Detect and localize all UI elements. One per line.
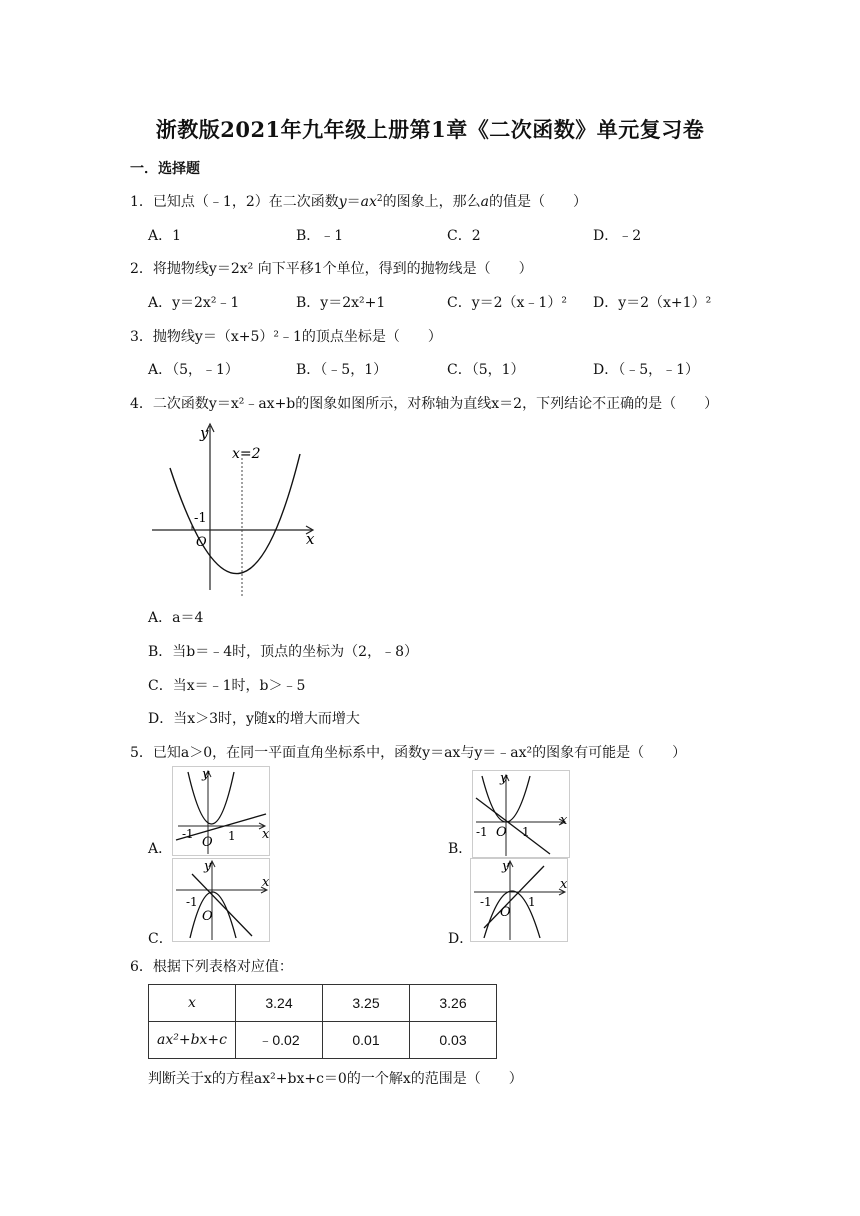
q4-option-b: B．当b＝﹣4时，顶点的坐标为（2，﹣8） xyxy=(148,644,418,660)
q1-option-a: A．1 xyxy=(148,228,182,244)
q4-option-d: D．当x＞3时，y随x的增大而增大 xyxy=(148,711,360,727)
origin-label: O xyxy=(496,825,507,840)
question-stem-part: 的值是（ ） xyxy=(489,194,588,210)
section-heading: 一．选择题 xyxy=(130,161,200,177)
minus-one-label: -1 xyxy=(194,511,207,526)
question-stem: 将抛物线y＝2x² 向下平移1个单位，得到的抛物线是（ ） xyxy=(152,261,533,277)
q5-option-c-label: C． xyxy=(148,931,173,947)
origin-label: O xyxy=(202,909,213,924)
question-stem: 根据下列表格对应值： xyxy=(152,959,293,975)
question-stem: 已知a＞0，在同一平面直角坐标系中，函数y＝ax与y＝﹣ax²的图象有可能是（ ） xyxy=(152,745,687,761)
question-number: 6． xyxy=(130,959,153,975)
q1-option-d: D．﹣2 xyxy=(593,228,642,244)
question-3 xyxy=(130,328,442,346)
question-4 xyxy=(130,395,718,413)
math-exponent: 2 xyxy=(376,194,383,204)
x-axis-label: x xyxy=(560,813,568,828)
y-axis-label: y xyxy=(500,771,508,786)
table-cell: 0.01 xyxy=(323,1022,410,1059)
q4-option-c: C．当x＝﹣1时，b＞﹣5 xyxy=(148,678,306,694)
question-stem-part: 已知点（﹣1，2）在二次函数 xyxy=(152,194,339,210)
y-axis-label: y xyxy=(502,859,510,874)
minus-one-label: -1 xyxy=(186,895,198,909)
question-number: 2． xyxy=(130,261,153,277)
table-row xyxy=(149,985,497,1022)
q4-option-a: A．a＝4 xyxy=(148,610,204,626)
q3-option-b: B．（﹣5，1） xyxy=(296,362,388,378)
q5-option-b-graph xyxy=(472,770,572,858)
q3-option-c: C．（5，1） xyxy=(447,362,525,378)
question-6 xyxy=(130,958,293,976)
one-label: 1 xyxy=(228,829,236,843)
question-number: 1． xyxy=(130,194,153,210)
table-cell: 0.03 xyxy=(410,1022,497,1059)
math-var: ax xyxy=(360,194,377,210)
question-number: 3． xyxy=(130,329,153,345)
minus-one-label: -1 xyxy=(182,827,194,841)
question-5 xyxy=(130,744,686,762)
y-axis-label: y xyxy=(202,767,210,782)
math-op: ＝ xyxy=(346,194,361,210)
question-number: 4． xyxy=(130,396,153,412)
q6-follow-up: 判断关于x的方程ax²+bx+c＝0的一个解x的范围是（ ） xyxy=(148,1071,523,1087)
one-label: 1 xyxy=(522,825,530,839)
symmetry-axis-label: x=2 xyxy=(232,446,261,462)
q2-option-b: B．y＝2x²+1 xyxy=(296,295,386,311)
origin-label: O xyxy=(202,835,213,850)
question-stem: 二次函数y＝x²﹣ax+b的图象如图所示，对称轴为直线x＝2，下列结论不正确的是（ ） xyxy=(152,396,719,412)
table-row xyxy=(149,1022,497,1059)
parabola-curve xyxy=(188,772,234,824)
math-var: y xyxy=(338,194,347,210)
q3-option-d: D．（﹣5，﹣1） xyxy=(593,362,700,378)
q5-option-d-label: D． xyxy=(448,931,474,947)
x-axis-label: x xyxy=(262,875,270,890)
table-cell xyxy=(149,985,236,1022)
table-cell: 3.26 xyxy=(410,985,497,1022)
cell-text: ax²+bx+c xyxy=(156,1032,227,1048)
table-cell xyxy=(149,1022,236,1059)
q3-option-a: A．（5，﹣1） xyxy=(148,362,239,378)
q5-option-c-graph xyxy=(172,858,272,942)
cell-text: x xyxy=(188,995,196,1011)
parabola-curve xyxy=(170,454,300,574)
q2-option-c: C．y＝2（x﹣1）² xyxy=(447,295,567,311)
minus-one-label: -1 xyxy=(476,825,488,839)
q6-value-table xyxy=(148,984,497,1059)
minus-one-label: -1 xyxy=(480,895,492,909)
q2-option-d: D．y＝2（x+1）² xyxy=(593,295,712,311)
origin-label: O xyxy=(500,905,511,920)
y-axis-label: y xyxy=(200,424,209,442)
q5-option-a-label: A． xyxy=(148,841,173,857)
q2-option-a: A．y＝2x²﹣1 xyxy=(148,295,240,311)
q4-parabola-graph xyxy=(148,418,323,598)
table-cell: 3.24 xyxy=(236,985,323,1022)
question-2 xyxy=(130,260,533,278)
x-axis-label: x xyxy=(306,530,315,548)
table-cell: 3.25 xyxy=(323,985,410,1022)
origin-label: O xyxy=(196,535,207,550)
x-axis-label: x xyxy=(262,827,270,842)
q5-option-a-graph xyxy=(172,766,272,856)
question-1 xyxy=(130,193,587,211)
q1-option-c: C．2 xyxy=(447,228,481,244)
question-stem-part: 的图象上，那么 xyxy=(382,194,481,210)
table-cell: ﹣0.02 xyxy=(236,1022,323,1059)
x-axis-label: x xyxy=(560,877,568,892)
y-axis-label: y xyxy=(204,859,212,874)
q5-option-d-graph xyxy=(470,858,570,942)
q1-option-b: B．﹣1 xyxy=(296,228,344,244)
question-stem: 抛物线y＝（x+5）²﹣1的顶点坐标是（ ） xyxy=(152,329,442,345)
document-title: 浙教版2021年九年级上册第1章《二次函数》单元复习卷 xyxy=(155,117,705,142)
math-var: a xyxy=(480,194,490,210)
q5-option-b-label: B． xyxy=(448,841,473,857)
one-label: 1 xyxy=(528,895,536,909)
question-number: 5． xyxy=(130,745,153,761)
